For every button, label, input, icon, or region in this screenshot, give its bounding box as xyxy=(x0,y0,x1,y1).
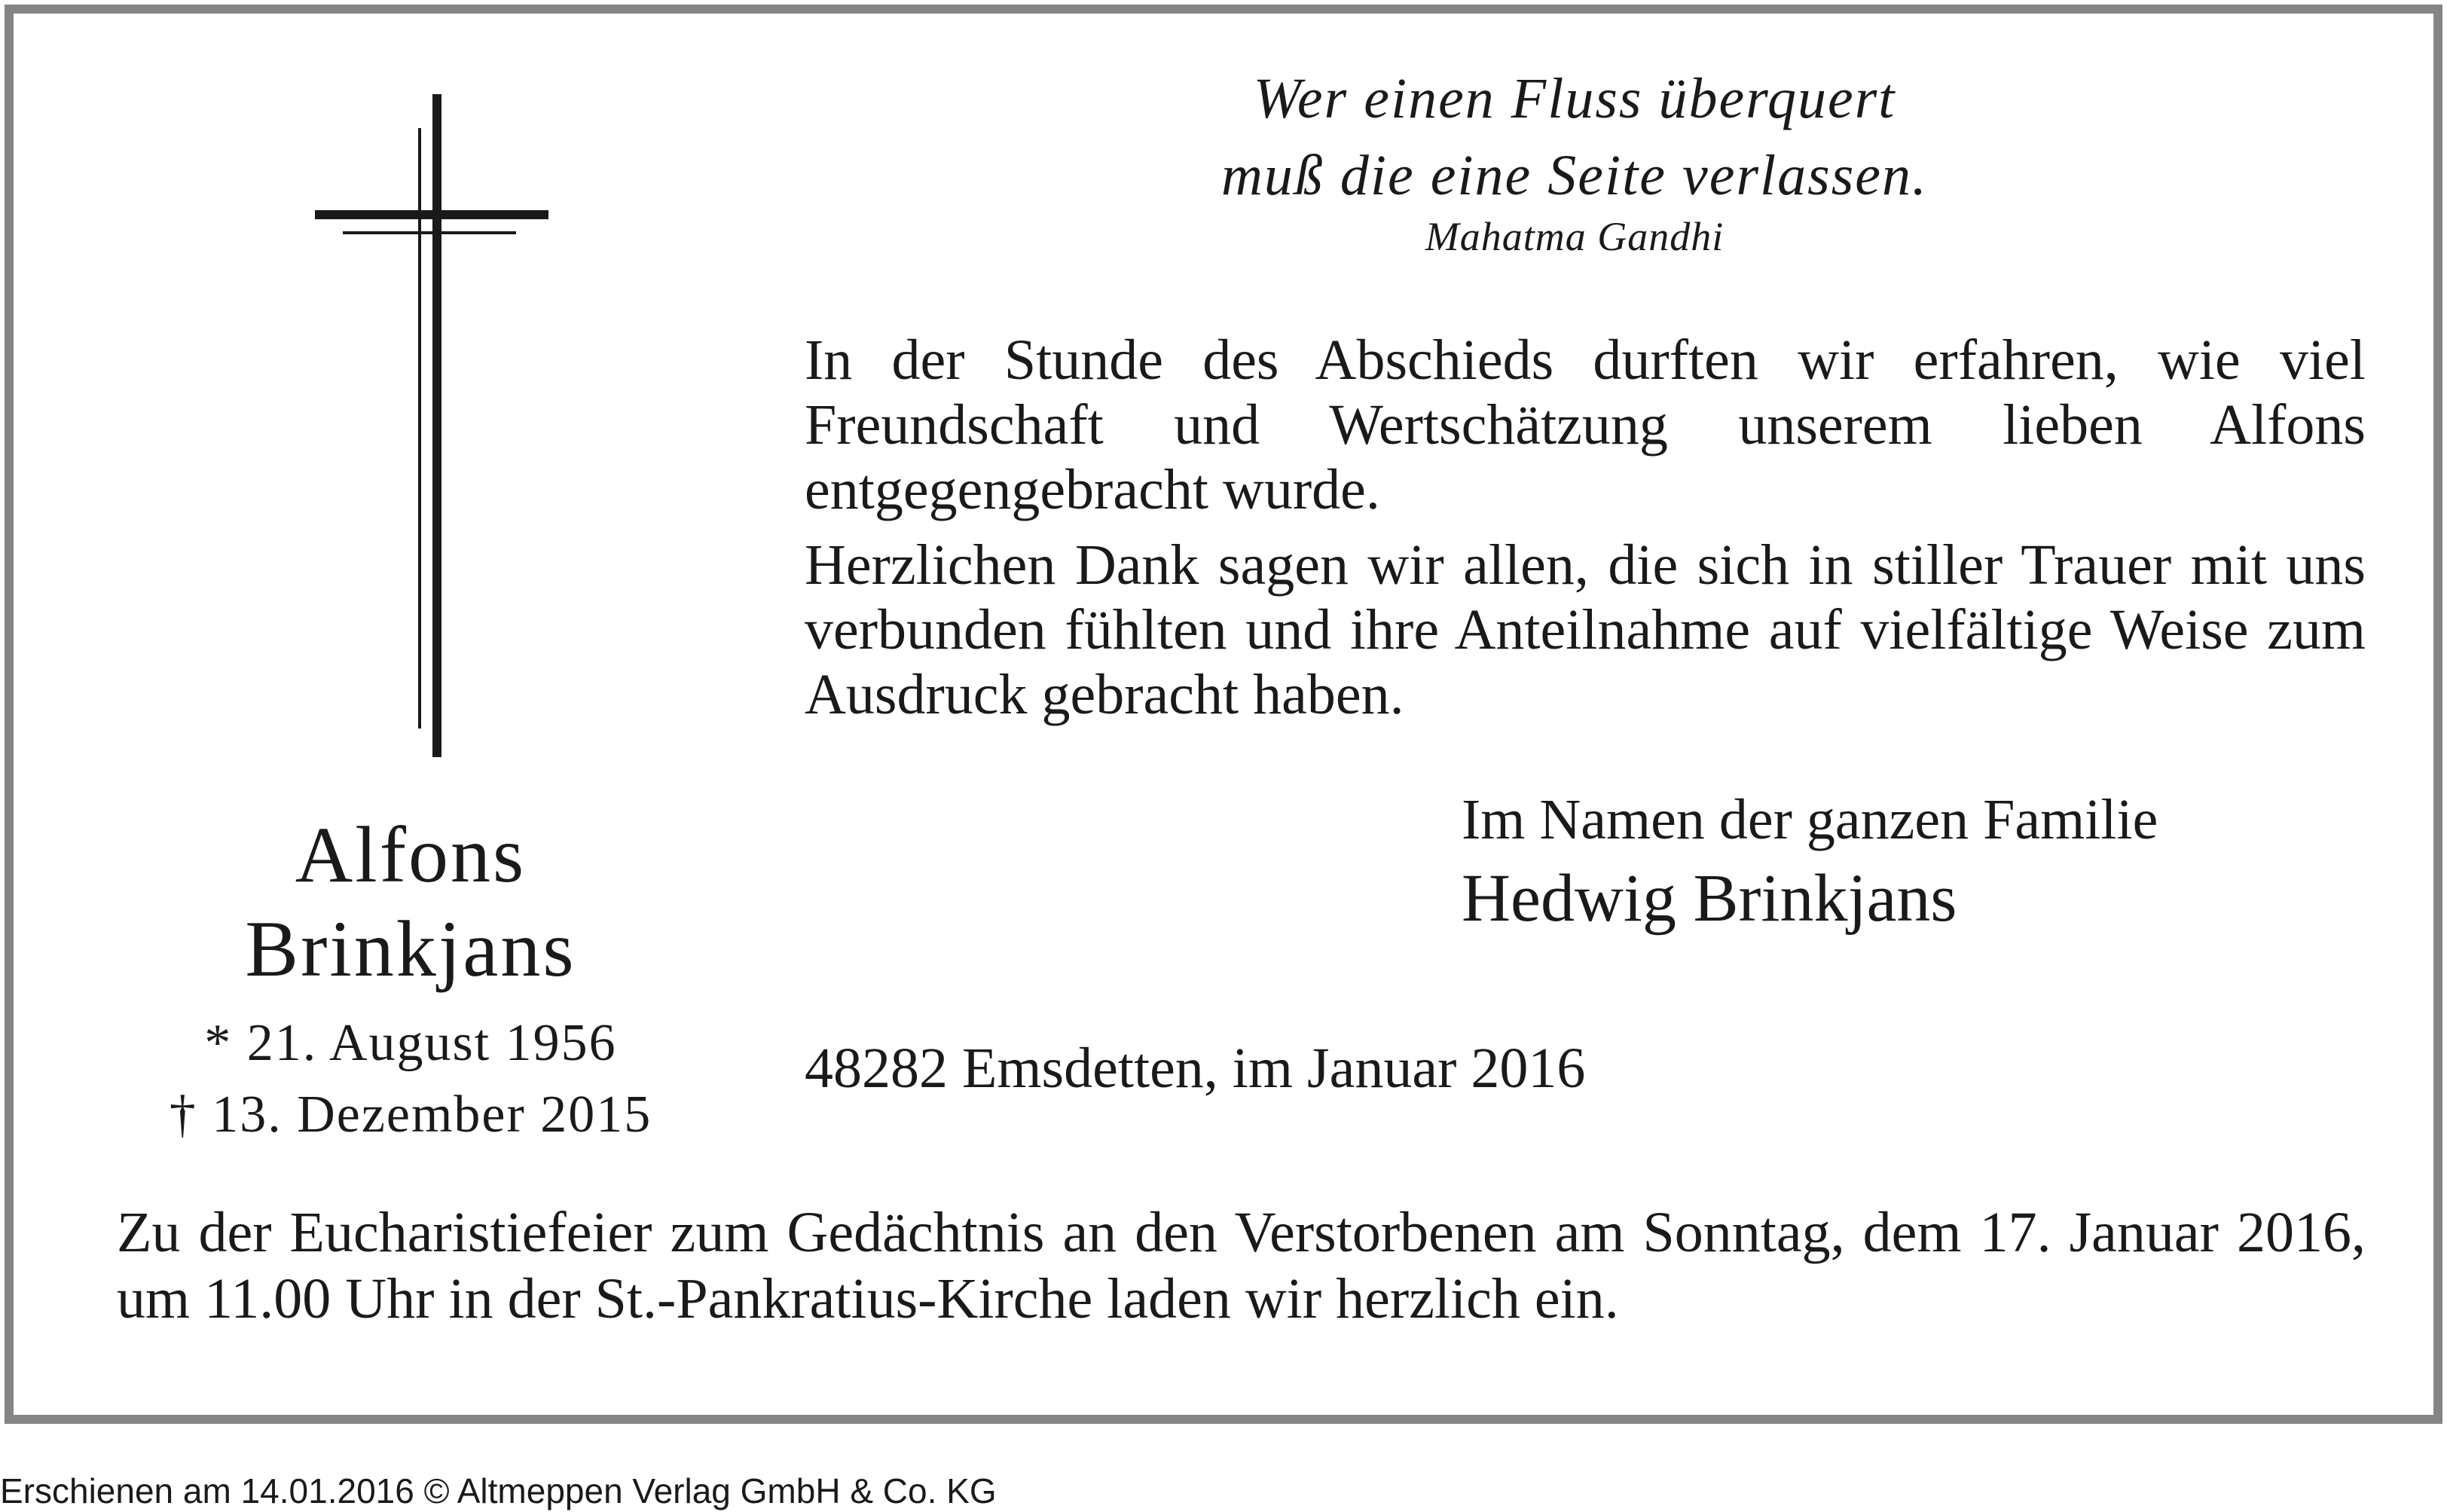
signature-name: Hedwig Brinkjans xyxy=(1462,861,1957,936)
quote-line-2: muß die eine Seite verlassen. xyxy=(1220,144,1929,207)
quote-line-1: Wer einen Fluss überquert xyxy=(1253,67,1896,130)
message-paragraph-1: In der Stunde des Abschieds durften wir erfahren, wie viel Freundschaft und Wertschätzung unserem lieben Alfons entgegengebracht wurde. xyxy=(805,328,2366,521)
quote-author: Mahatma Gandhi xyxy=(1425,214,1725,259)
deceased-last-name: Brinkjans xyxy=(245,905,576,993)
death-date: † 13. Dezember 2015 xyxy=(169,1086,652,1144)
birth-date: * 21. August 1956 xyxy=(204,1014,617,1072)
message-paragraph-2: Herzlichen Dank sagen wir allen, die sich in stiller Trauer mit uns verbunden fühlten und ihre Anteilnahme auf vielfältige Weise zum Ausdruck gebracht haben. xyxy=(805,533,2366,726)
publication-footer: Erschienen am 14.01.2016 © Altmeppen Verlag GmbH & Co. KG xyxy=(0,1471,997,1510)
place-date: 48282 Emsdetten, im Januar 2016 xyxy=(805,1037,1586,1100)
deceased-first-name: Alfons xyxy=(295,811,527,899)
signature-line: Im Namen der ganzen Familie xyxy=(1462,788,2158,851)
invitation-text: Zu der Eucharistiefeier zum Gedächtnis an den Verstorbenen am Sonntag, dem 17. Januar 2016, um 11.00 Uhr in der St.-Pankratius-Kirche laden wir herzlich ein. xyxy=(117,1201,2366,1330)
